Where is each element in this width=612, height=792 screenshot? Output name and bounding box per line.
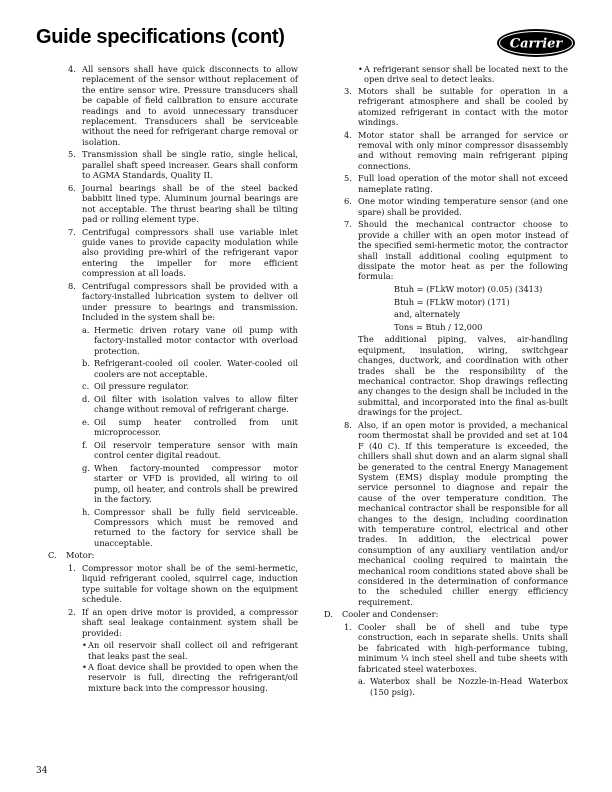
spec-item (46, 563, 298, 605)
item-text: Oil reservoir temperature sensor with main control center digital readout. (94, 439, 298, 461)
item-text: Also, if an open motor is provided, a mechanical room thermostat shall be provided and set at 104 F (40 C). If this temperature is exceeded, the chillers shall shut down and an alarm signal shall be generated to the central Energy Management System (EMS) display module prompting the service personnel to diagnose and repair the cause of the over temperature condition. The mechanical contractor shall be responsible for all changes to the design, including coordination with temperature control, electrical and other trades. In addition, the electrical power consumption of any auxiliary ventilation and/or mechanical cooling required to maintain the mechanical room conditions stated above shall be considered in the determination of conformance to the scheduled chiller energy efficiency requirement. (358, 419, 568, 607)
spec-sub (46, 440, 298, 461)
item-number: 5. (344, 173, 352, 184)
item-number: 6. (344, 196, 352, 207)
spec-item (322, 420, 568, 607)
spec-item (46, 227, 298, 279)
item-text: Oil sump heater controlled from unit microprocessor. (94, 416, 298, 438)
spec-item (322, 173, 568, 194)
item-text: Compressor shall be fully field serviceable. Compressors which must be removed and returned to the factory for service shall be unacceptable. (94, 506, 298, 548)
item-text: If an open drive motor is provided, a compressor shaft seal leakage containment system shall be provided: (82, 606, 298, 638)
spec-item (46, 149, 298, 180)
item-text: Refrigerant-cooled oil cooler. Water-cooled oil coolers are not acceptable. (94, 358, 298, 379)
spec-sub (46, 507, 298, 549)
item-number: 1. (68, 562, 76, 573)
spec-sec (46, 550, 298, 560)
item-text: Compressor motor shall be of the semi-hermetic, liquid refrigerant cooled, squirrel cage, induction type suitable for voltage shown on the equipment schedule. (82, 562, 298, 605)
right-column (322, 64, 568, 699)
item-text: A float device shall be provided to open when the reservoir is full, directing the refrigerant/oil mixture back into the compressor housing. (88, 661, 298, 693)
item-number: f. (82, 439, 88, 450)
item-number: 8. (344, 419, 352, 430)
item-number: 8. (68, 280, 76, 291)
page-header (36, 22, 576, 58)
item-text: Centrifugal compressors shall be provided with a factory-installed lubrication system to deliver oil under pressure to bearings and transmission. Included in the system shall be: (82, 280, 298, 323)
spec-sub (46, 325, 298, 356)
page-title: Guide specifications (cont) (36, 26, 285, 48)
spec-item (322, 622, 568, 674)
spec-para (322, 334, 568, 417)
item-number: 7. (68, 226, 76, 237)
item-text: Centrifugal compressors shall use variable inlet guide vanes to provide capacity modulation while also providing pre-whirl of the refrigerant vapor entering the impeller for more efficient compression at all loads. (82, 226, 298, 279)
spec-sub (46, 394, 298, 415)
spec-formula (322, 284, 568, 294)
item-number: 5. (68, 149, 76, 160)
item-text: Transmission shall be single ratio, single helical, parallel shaft speed increaser. Gears shall conform to AGMA Standards, Quality II. (82, 149, 298, 181)
logo-text: Carrier (509, 36, 563, 52)
item-number: h. (82, 506, 90, 517)
item-text: Motor stator shall be arranged for service or removal with only minor compressor disassembly and without removing main refrigerant piping connections. (358, 129, 568, 171)
item-text: One motor winding temperature sensor (and one spare) shall be provided. (358, 196, 568, 217)
spec-bul (46, 640, 298, 661)
item-text: and, alternately (394, 309, 461, 320)
item-number: g. (82, 462, 90, 473)
item-text: Oil pressure regulator. (94, 381, 189, 392)
page-number: 34 (36, 766, 48, 776)
item-number: C. (48, 550, 57, 561)
item-number: d. (82, 393, 90, 404)
carrier-logo-icon (496, 28, 576, 58)
item-text: A refrigerant sensor shall be located next to the open drive seal to detect leaks. (364, 64, 568, 85)
spec-sub (46, 381, 298, 391)
item-text: Full load operation of the motor shall not exceed nameplate rating. (358, 173, 568, 194)
left-column (46, 64, 298, 694)
spec-item (322, 130, 568, 172)
item-text: Motors shall be suitable for operation in a refrigerant atmosphere and shall be cooled by atomized refrigerant in contact with the motor windings. (358, 85, 568, 128)
item-text: When factory-mounted compressor motor starter or VFD is provided, all wiring to oil pump, oil heater, and controls shall be prewired in the factory. (94, 462, 298, 504)
spec-sec (322, 609, 568, 619)
spec-formula (322, 322, 568, 332)
spec-item (322, 86, 568, 128)
spec-item (46, 183, 298, 225)
spec-bul (322, 64, 568, 85)
spec-sub (46, 463, 298, 505)
item-number: a. (358, 676, 366, 687)
item-text: Cooler shall be of shell and tube type construction, each in separate shells. Units shall be fabricated with high-performance tubing, minimum ¼ inch steel shell and tube sheets with fabricated steel waterboxes. (358, 621, 568, 674)
item-text: Cooler and Condenser: (342, 609, 439, 620)
item-text: Hermetic driven rotary vane oil pump with factory-installed motor contactor with overload protection. (94, 324, 298, 356)
item-number: 4. (68, 64, 76, 74)
item-text: Should the mechanical contractor choose to provide a chiller with an open motor instead of the specified semi-hermetic motor, the contractor shall install additional cooling equipment to dissipate the motor heat as per the following formula: (358, 219, 568, 282)
spec-sub (322, 676, 568, 697)
item-number: 6. (68, 182, 76, 193)
item-number: • (358, 64, 363, 74)
spec-item (322, 196, 568, 217)
item-number: 4. (344, 129, 352, 140)
item-text: An oil reservoir shall collect oil and refrigerant that leaks past the seal. (88, 640, 298, 661)
spec-bul (46, 662, 298, 693)
item-number: 2. (68, 606, 76, 617)
item-text: The additional piping, valves, air-handling equipment, insulation, wiring, switchgear changes, ductwork, and coordination with other trades shall be the responsibility of the mechanical contractor. Shop drawings reflecting any changes to the design shall be included in the submittal, and incorporated into the final as-built drawings for the project. (358, 334, 568, 418)
spec-formula (322, 309, 568, 319)
item-text: Oil filter with isolation valves to allow filter change without removal of refrigerant charge. (94, 393, 298, 415)
item-number: c. (82, 381, 90, 392)
spec-formula (322, 297, 568, 307)
item-text: Btuh = (FLkW motor) (0.05) (3413) (394, 284, 543, 295)
item-number: 1. (344, 621, 352, 632)
spec-item (46, 281, 298, 323)
item-text: Btuh = (FLkW motor) (171) (394, 296, 510, 307)
item-number: 7. (344, 219, 352, 230)
item-text: All sensors shall have quick disconnects to allow replacement of the sensor without replacement of the entire sensor wire. Pressure transducers shall be capable of field calibration to ensure accurate readings and to avoid unnecessary transducer replacement. Transducers shall be serviceable without the need for refrigerant charge removal or isolation. (82, 64, 298, 147)
spec-item (322, 219, 568, 281)
item-number: e. (82, 416, 90, 427)
item-text: Tons = Btuh / 12,000 (394, 321, 483, 332)
item-number: • (82, 640, 87, 651)
spec-sub (46, 358, 298, 379)
item-text: Motor: (66, 550, 95, 561)
item-number: • (82, 661, 87, 672)
spec-sub (46, 417, 298, 438)
spec-item (46, 64, 298, 147)
item-number: a. (82, 324, 90, 335)
item-number: b. (82, 358, 90, 369)
item-number: 3. (344, 85, 352, 96)
item-number: D. (324, 609, 333, 620)
spec-item (46, 607, 298, 638)
item-text: Waterbox shall be Nozzle-in-Head Waterbox (150 psig). (370, 676, 568, 697)
item-text: Journal bearings shall be of the steel backed babbitt lined type. Aluminum journal bearings are not acceptable. The thrust bearing shall be tilting pad or rolling element type. (82, 182, 298, 225)
